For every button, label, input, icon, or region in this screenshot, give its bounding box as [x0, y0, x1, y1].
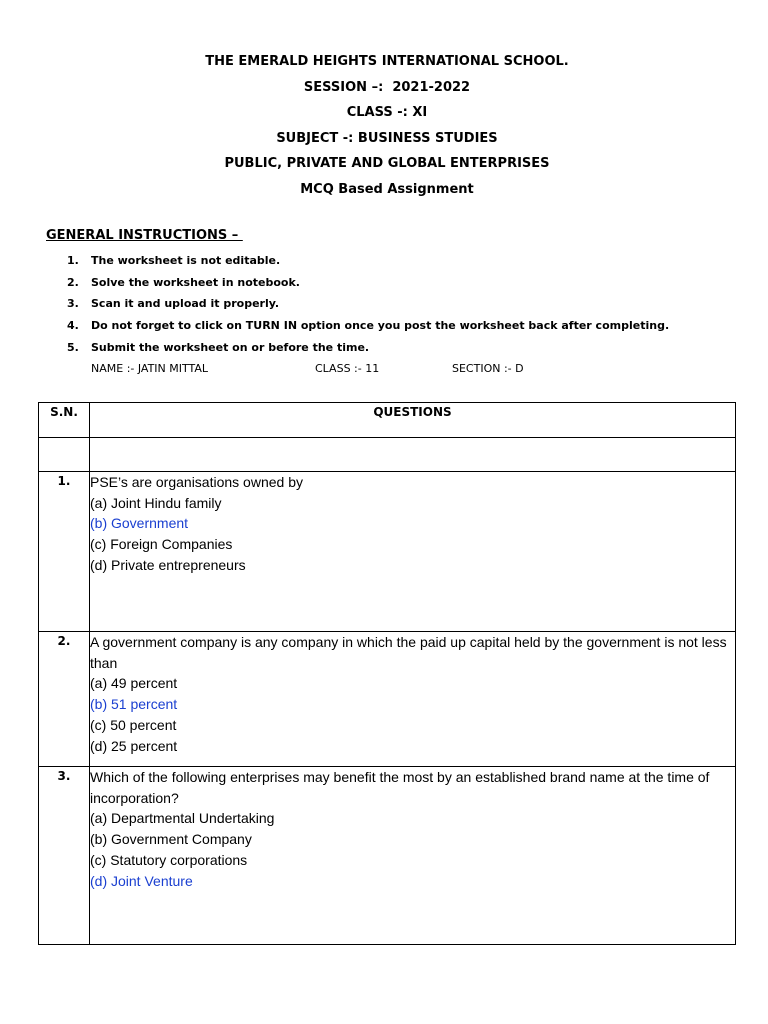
instruction-text: [91, 315, 669, 337]
school-name: THE EMERALD HEIGHTS INTERNATIONAL SCHOOL.: [205, 54, 569, 69]
turn-in-emphasis: TURN IN: [245, 319, 298, 333]
instruction-number: 3.: [67, 297, 79, 311]
option: (c) Statutory corporations: [90, 851, 248, 868]
sn-column-header: S.N.: [39, 403, 90, 438]
option-correct-answer: (b) 51 percent: [90, 696, 178, 713]
option: (b) Government Company: [90, 831, 252, 848]
question-cell: [90, 767, 736, 945]
questions-table: [38, 402, 736, 945]
assignment-title: MCQ Based Assignment: [300, 181, 474, 197]
question-number: 1.: [39, 472, 90, 632]
questions-column-header: QUESTIONS: [90, 403, 736, 438]
instruction-item: [67, 272, 669, 294]
question-row: [39, 472, 736, 632]
question-row: [39, 632, 736, 767]
instruction-number: 2.: [67, 275, 79, 289]
instruction-item: [67, 315, 669, 337]
instruction-item: [67, 250, 669, 272]
option: (a) Joint Hindu family: [90, 494, 222, 511]
option: (d) 25 percent: [90, 737, 178, 754]
table-header-row: [39, 403, 736, 438]
option: (c) Foreign Companies: [90, 536, 233, 553]
question-text: A government company is any company in which the paid up capital held by the government is not less than: [90, 634, 727, 671]
instruction-item: [67, 293, 669, 315]
instruction-text-post: option once you post the worksheet back after completing.: [297, 319, 670, 333]
student-class: CLASS :- 11: [315, 362, 380, 375]
student-name: NAME :- JATIN MITTAL: [91, 362, 209, 375]
question-text: Which of the following enterprises may benefit the most by an established brand name at the time of incorporation?: [90, 769, 710, 806]
instruction-number: 5.: [67, 340, 79, 354]
instruction-text: The worksheet is not editable.: [91, 254, 281, 267]
instruction-text: Solve the worksheet in notebook.: [91, 275, 300, 289]
class-title: CLASS -: XI: [346, 105, 428, 120]
option: (a) Departmental Undertaking: [90, 810, 275, 827]
option: (a) 49 percent: [90, 675, 178, 692]
instruction-number: 4.: [67, 319, 79, 333]
instructions-heading: GENERAL INSTRUCTIONS –: [46, 228, 243, 243]
instruction-number: 1.: [67, 254, 79, 267]
instruction-text: Scan it and upload it properly.: [91, 297, 280, 311]
subject-title: SUBJECT -: BUSINESS STUDIES: [276, 130, 498, 146]
instruction-item: [67, 337, 669, 359]
option: (d) Private entrepreneurs: [90, 556, 246, 573]
instructions-list: [67, 250, 669, 358]
question-cell: [90, 632, 736, 767]
student-section: SECTION :- D: [452, 362, 524, 375]
question-row: [39, 767, 736, 945]
option-correct-answer: (d) Joint Venture: [90, 872, 193, 889]
chapter-title: PUBLIC, PRIVATE AND GLOBAL ENTERPRISES: [224, 156, 550, 171]
empty-row: [39, 438, 736, 472]
question-text: PSE’s are organisations owned by: [90, 474, 303, 490]
question-cell: [90, 472, 736, 632]
question-number: 3.: [39, 767, 90, 945]
document-header: [0, 49, 768, 202]
question-number: 2.: [39, 632, 90, 767]
option-correct-answer: (b) Government: [90, 515, 189, 532]
instruction-text: Submit the worksheet on or before the time.: [91, 340, 370, 354]
session: SESSION –: 2021-2022: [303, 79, 471, 95]
instruction-text-pre: Do not forget to click on: [91, 319, 246, 333]
option: (c) 50 percent: [90, 716, 177, 733]
